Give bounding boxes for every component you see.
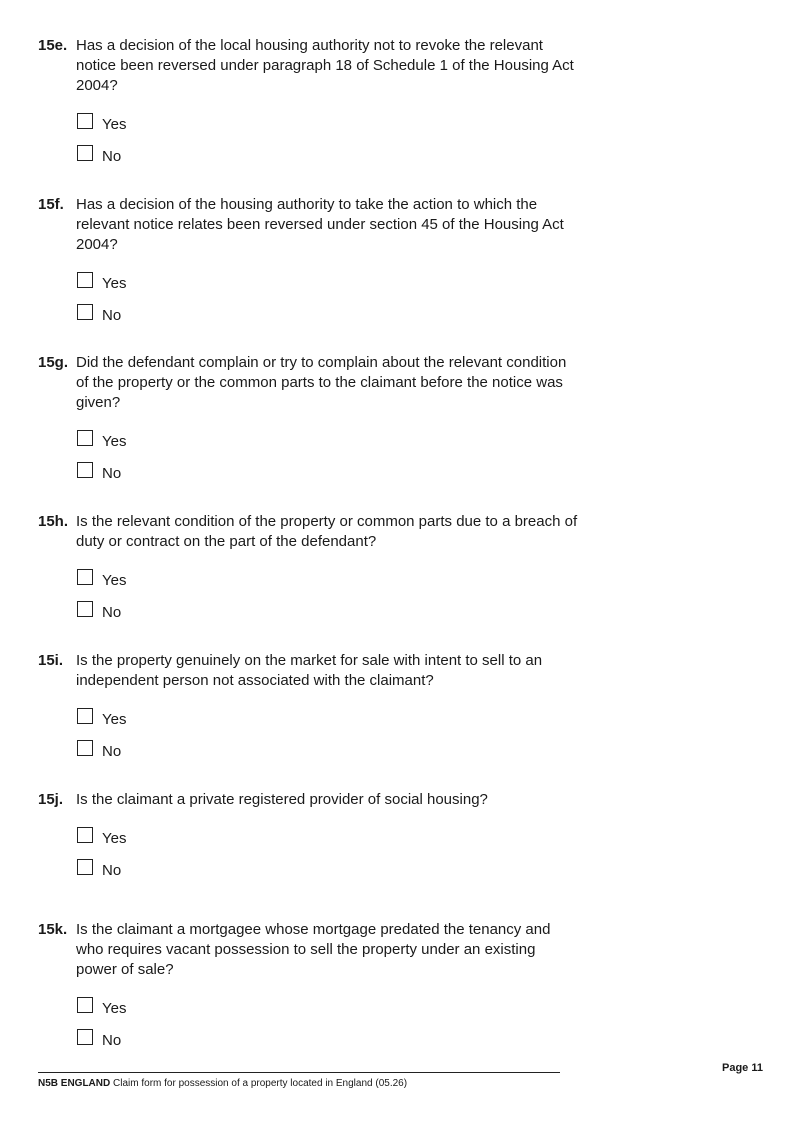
option-label: Yes: [102, 115, 127, 133]
checkbox[interactable]: [77, 145, 93, 161]
checkbox[interactable]: [77, 272, 93, 288]
option-yes[interactable]: [77, 828, 578, 848]
checkbox[interactable]: [77, 1029, 93, 1045]
checkbox[interactable]: [77, 740, 93, 756]
question-number: 15h.: [38, 513, 69, 530]
footer-divider: [38, 1072, 560, 1073]
page-number: Page 11: [722, 1062, 763, 1074]
option-yes[interactable]: [77, 273, 578, 293]
option-no[interactable]: [77, 463, 578, 483]
question-15f: [38, 195, 578, 325]
checkbox[interactable]: [77, 304, 93, 320]
question-number: 15i.: [38, 652, 64, 669]
checkbox[interactable]: [77, 113, 93, 129]
option-yes[interactable]: [77, 431, 578, 451]
option-no[interactable]: [77, 1030, 578, 1050]
question-text: Is the claimant a private registered provider of social housing?: [76, 791, 488, 808]
option-label: No: [102, 603, 122, 621]
option-label: Yes: [102, 829, 127, 847]
option-label: No: [102, 464, 122, 482]
question-text: Did the defendant complain or try to complain about the relevant condition of the property or the common parts to the claimant before the notice was given?: [76, 354, 567, 411]
checkbox[interactable]: [77, 827, 93, 843]
checkbox[interactable]: [77, 430, 93, 446]
question-15e: [38, 36, 578, 166]
question-number: 15e.: [38, 37, 68, 54]
question-number: 15g.: [38, 354, 69, 371]
question-text: Is the relevant condition of the property or common parts due to a breach of duty or contract on the part of the defendant?: [76, 513, 578, 550]
option-label: Yes: [102, 710, 127, 728]
option-label: Yes: [102, 274, 127, 292]
question-text: Is the property genuinely on the market for sale with intent to sell to an independent person not associated with the claimant?: [76, 652, 543, 689]
question-number: 15f.: [38, 196, 64, 213]
form-title: Claim form for possession of a property located in England (05.26): [113, 1078, 408, 1089]
question-15k: [38, 920, 578, 1050]
option-label: Yes: [102, 571, 127, 589]
question-15h: [38, 512, 578, 622]
question-15j: [38, 790, 578, 880]
option-label: No: [102, 861, 122, 879]
option-label: Yes: [102, 432, 127, 450]
checkbox[interactable]: [77, 997, 93, 1013]
question-number: 15k.: [38, 921, 68, 938]
option-yes[interactable]: [77, 114, 578, 134]
option-no[interactable]: [77, 860, 578, 880]
question-text: Has a decision of the housing authority to take the action to which the relevant notice relates been reversed under section 45 of the Housing Act 2004?: [76, 196, 564, 253]
form-code: N5B ENGLAND: [38, 1078, 111, 1089]
option-label: No: [102, 1031, 122, 1049]
option-yes[interactable]: [77, 570, 578, 590]
option-label: Yes: [102, 999, 127, 1017]
checkbox[interactable]: [77, 859, 93, 875]
option-yes[interactable]: [77, 998, 578, 1018]
question-15g: [38, 353, 578, 483]
question-15i: [38, 651, 578, 761]
question-number: 15j.: [38, 791, 64, 808]
option-label: No: [102, 306, 122, 324]
option-label: No: [102, 147, 122, 165]
checkbox[interactable]: [77, 601, 93, 617]
option-no[interactable]: [77, 741, 578, 761]
option-no[interactable]: [77, 305, 578, 325]
checkbox[interactable]: [77, 462, 93, 478]
checkbox[interactable]: [77, 708, 93, 724]
option-no[interactable]: [77, 146, 578, 166]
question-text: Has a decision of the local housing authority not to revoke the relevant notice been reversed under paragraph 18 of Schedule 1 of the Housing Act 2004?: [76, 37, 574, 94]
checkbox[interactable]: [77, 569, 93, 585]
question-text: Is the claimant a mortgagee whose mortgage predated the tenancy and who requires vacant possession to sell the property under an existing power of sale?: [76, 921, 551, 978]
option-yes[interactable]: [77, 709, 578, 729]
option-no[interactable]: [77, 602, 578, 622]
footer: [38, 1078, 407, 1089]
option-label: No: [102, 742, 122, 760]
